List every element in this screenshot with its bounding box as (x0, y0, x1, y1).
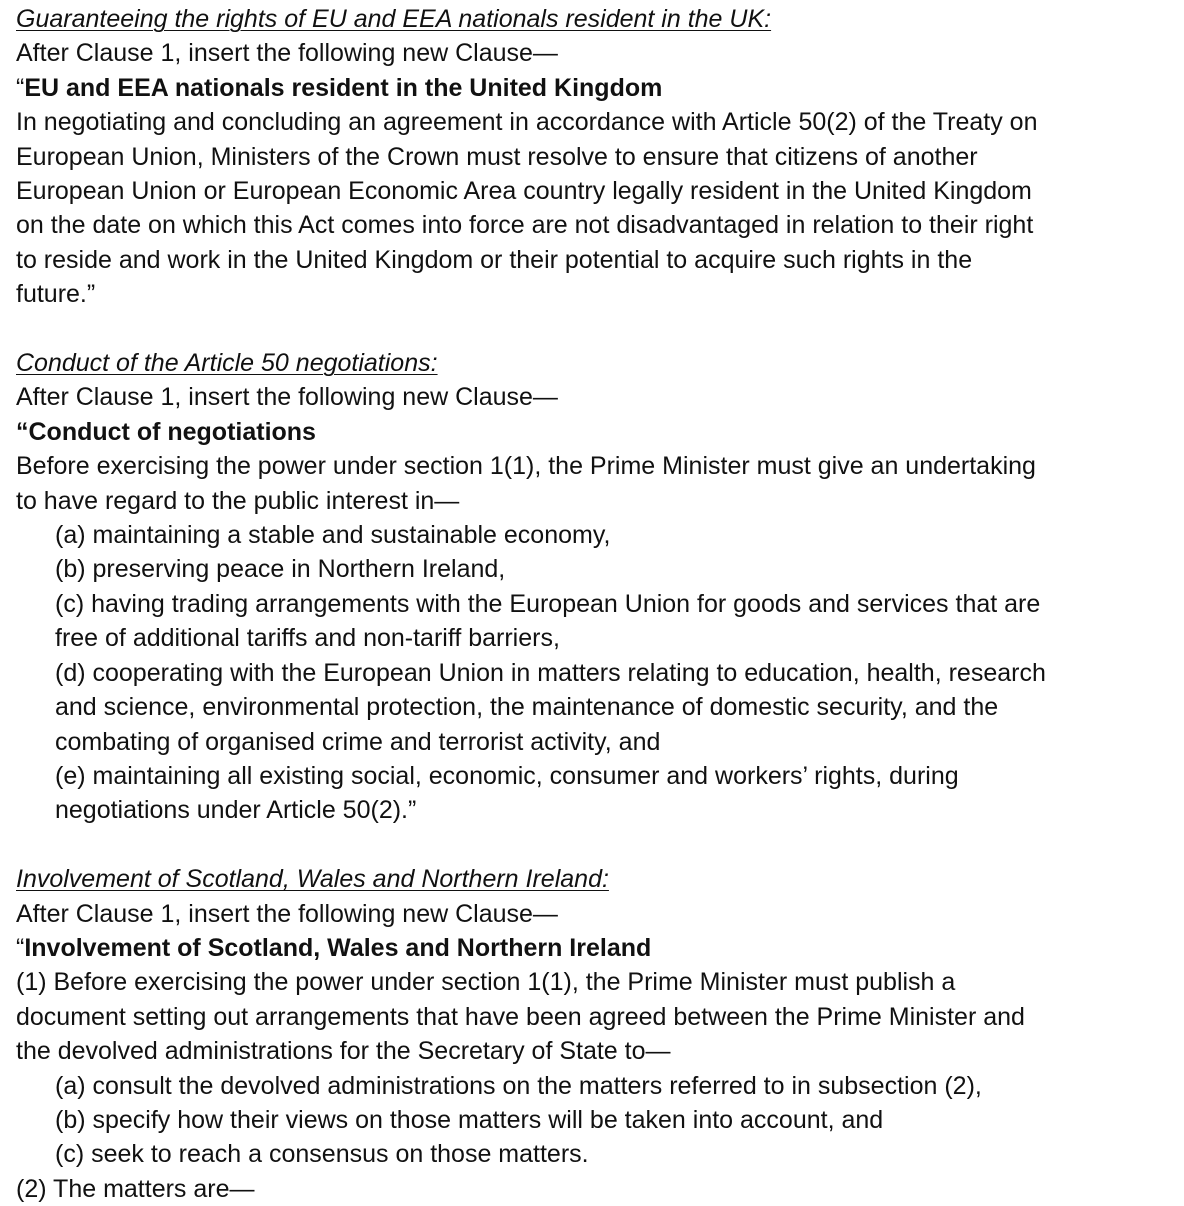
body-line: to reside and work in the United Kingdom or their potential to acquire such rights in the (16, 245, 973, 274)
clause-title (16, 931, 1176, 965)
body-line: on the date on which this Act comes into force are not disadvantaged in relation to their right (16, 211, 1034, 240)
list-item: (d) cooperating with the European Union in matters relating to education, health, research (55, 658, 1046, 687)
body-line: In negotiating and concluding an agreement in accordance with Article 50(2) of the Treaty on (16, 108, 1038, 137)
list-item: (c) seek to reach a consensus on those matters. (55, 1140, 589, 1169)
body-line: European Union or European Economic Area country legally resident in the United Kingdom (16, 177, 1032, 206)
list-item: (c) having trading arrangements with the European Union for goods and services that are (55, 589, 1041, 618)
section-conduct-of-negotiations (16, 346, 1176, 828)
paragraph-gap (16, 828, 1176, 862)
opening-quote: “ (16, 73, 25, 102)
list-item: (a) maintaining a stable and sustainable economy, (55, 521, 611, 550)
clause-title-text: EU and EEA nationals resident in the United Kingdom (24, 73, 663, 102)
body-line: (1) Before exercising the power under section 1(1), the Prime Minister must publish a (16, 968, 956, 997)
paragraph-gap (16, 312, 1176, 346)
section-heading: Guaranteeing the rights of EU and EEA nationals resident in the UK: (16, 5, 772, 33)
section-heading: Involvement of Scotland, Wales and Northern Ireland: (16, 865, 609, 894)
list-item: combating of organised crime and terrorist activity, and (55, 727, 661, 756)
section-eu-eea-nationals (16, 2, 1176, 312)
body-line: the devolved administrations for the Secretary of State to— (16, 1037, 671, 1066)
list-item: (b) preserving peace in Northern Ireland, (55, 555, 506, 584)
body-line: (2) The matters are— (16, 1174, 255, 1203)
list-item: (e) maintaining all existing social, economic, consumer and workers’ rights, during (55, 761, 959, 790)
list-item: free of additional tariffs and non-tariff barriers, (55, 624, 560, 653)
clause-instruction: After Clause 1, insert the following new Clause— (16, 899, 558, 928)
document-page (16, 2, 1176, 1206)
list-item: (b) specify how their views on those matters will be taken into account, and (55, 1105, 884, 1134)
clause-title: “Conduct of negotiations (16, 417, 316, 446)
opening-quote: “ (16, 933, 25, 962)
body-line: European Union, Ministers of the Crown must resolve to ensure that citizens of another (16, 142, 978, 171)
body-line: future.” (16, 280, 96, 309)
body-line: Before exercising the power under section 1(1), the Prime Minister must give an undertaking (16, 452, 1036, 481)
list-item: and science, environmental protection, the maintenance of domestic security, and the (55, 693, 999, 722)
clause-instruction: After Clause 1, insert the following new Clause— (16, 383, 558, 412)
clause-title (16, 71, 1176, 105)
section-heading: Conduct of the Article 50 negotiations: (16, 349, 438, 378)
body-line: to have regard to the public interest in— (16, 486, 460, 515)
list-item: negotiations under Article 50(2).” (55, 796, 417, 825)
clause-title-text: Involvement of Scotland, Wales and Northern Ireland (24, 933, 652, 962)
section-devolved-involvement (16, 862, 1176, 1206)
clause-instruction: After Clause 1, insert the following new Clause— (16, 39, 558, 68)
body-line: document setting out arrangements that have been agreed between the Prime Minister and (16, 1002, 1025, 1031)
list-item: (a) consult the devolved administrations on the matters referred to in subsection (2), (55, 1071, 982, 1100)
